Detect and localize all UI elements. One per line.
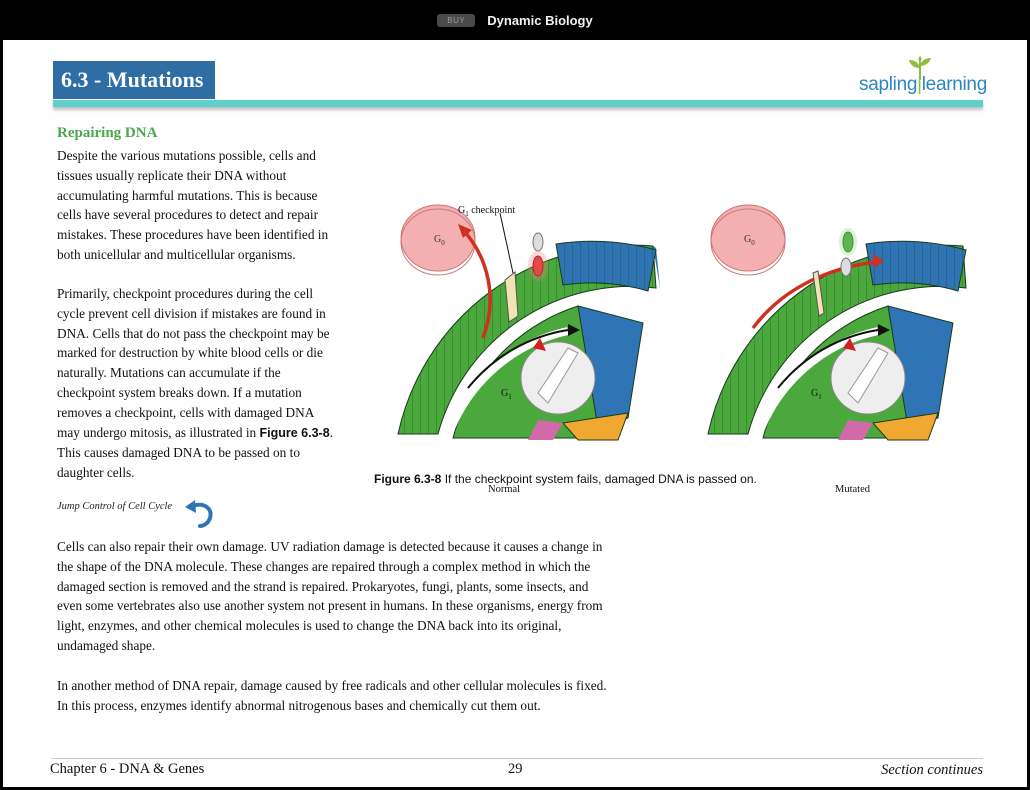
sapling-learning-logo: sapling|learning [859,56,989,98]
text-line: In this process, enzymes identify abnormal nitrogenous bases and chemically cut them out. [57,697,541,713]
svg-text:G0: $G_0$ [744,234,755,247]
footer-chapter: Chapter 6 - DNA & Genes [50,761,205,777]
text-line: undamaged shape. [57,637,156,653]
logo-text-right: learning [921,74,987,95]
text-line: naturally. Mutations can accumulate if the [57,365,281,381]
text-line: This causes damaged DNA to be passed on to [57,445,300,461]
g0-label-right: G [744,234,752,245]
figure-cell-cycle-diagram [388,158,988,495]
logo-text-left: sapling [859,74,918,95]
text-line: the shape of the DNA molecule. These changes are repaired through a complex method in which the [57,558,591,574]
text-line: both unicellular and multicellular organisms. [57,246,296,262]
text-line: Despite the various mutations possible, cells and [57,148,316,163]
text-line: Primarily, checkpoint procedures during the cell [57,286,314,301]
text-line: removes a checkpoint, cells with damaged DNA [57,404,315,420]
text-line: cycle prevent cell division if mistakes are found in [57,305,326,321]
svg-text:G1: $G_1$ [811,388,822,401]
jump-back-arrow-icon[interactable] [183,498,215,528]
normal-label: Normal [488,484,521,495]
buy-button[interactable]: BUY [437,14,475,27]
text-line: DNA. Cells that do not pass the checkpoint may be [57,325,330,341]
g1-label-right: G [811,388,819,399]
g1-label-left: G [501,388,509,399]
text-span: may undergo mitosis, as illustrated in [57,424,260,440]
text-line: mistakes. These procedures have been identified in [57,227,329,243]
text-line: daughter cells. [57,465,135,481]
mutated-panel [708,205,966,495]
text-line: light, enzymes, and other chemical molecules is used to change the DNA back into its original, [57,618,562,634]
text-line: damaged section is removed and the strand is repaired. Prokaryotes, fungi, plants, some insects, and [57,578,589,594]
paragraph-1 [57,146,328,265]
subhead-repairing-dna: Repairing DNA [57,125,158,141]
header-rule [53,100,983,107]
app-title: Dynamic Biology [487,12,593,28]
paragraph-2 [57,284,333,483]
text-line: Cells can also repair their own damage. UV radiation damage is detected because it causes a change in [57,539,603,554]
paragraph-3 [57,537,603,656]
text-line: tissues usually replicate their DNA without [57,167,287,183]
text-line: checkpoint system breaks down. If a mutation [57,384,302,400]
figure-reference-link[interactable]: Figure 6.3-8 [259,425,330,440]
g0-sub-left: 0 [441,239,445,247]
text-line: even some vertebrates also use another system not present in humans. In these organisms, energy from [57,598,603,614]
paragraph-4 [57,676,607,716]
svg-text:G1: $G_1$ [501,388,512,401]
checkpoint-label: $G_1$ checkpoint [458,205,516,218]
footer-section-continues: Section continues [881,762,983,778]
text-line: may undergo mitosis, as illustrated in Figure 6.3-8. [57,424,334,440]
footer-rule [51,758,983,759]
caption-text: If the checkpoint system fails, damaged DNA is passed on. [441,472,757,486]
figure-caption [374,472,757,486]
window-titlebar [0,0,1030,40]
g0-label-left: G [434,234,442,245]
book-page [3,40,1027,787]
caption-ref: Figure 6.3-8 [374,472,442,486]
section-title: 6.3 - Mutations [53,61,215,99]
text-line: marked for destruction by white blood cells or die [57,345,323,361]
normal-panel [398,205,660,495]
text-line: In another method of DNA repair, damage caused by free radicals and other cellular molecules is fixed. [57,678,607,693]
jump-link-label[interactable]: Jump Control of Cell Cycle [57,501,173,512]
footer-page-number: 29 [508,761,523,777]
mutated-label: Mutated [835,484,870,495]
text-line: accumulating harmful mutations. This is because [57,187,318,203]
text-line: cells have several procedures to detect and repair [57,207,319,223]
